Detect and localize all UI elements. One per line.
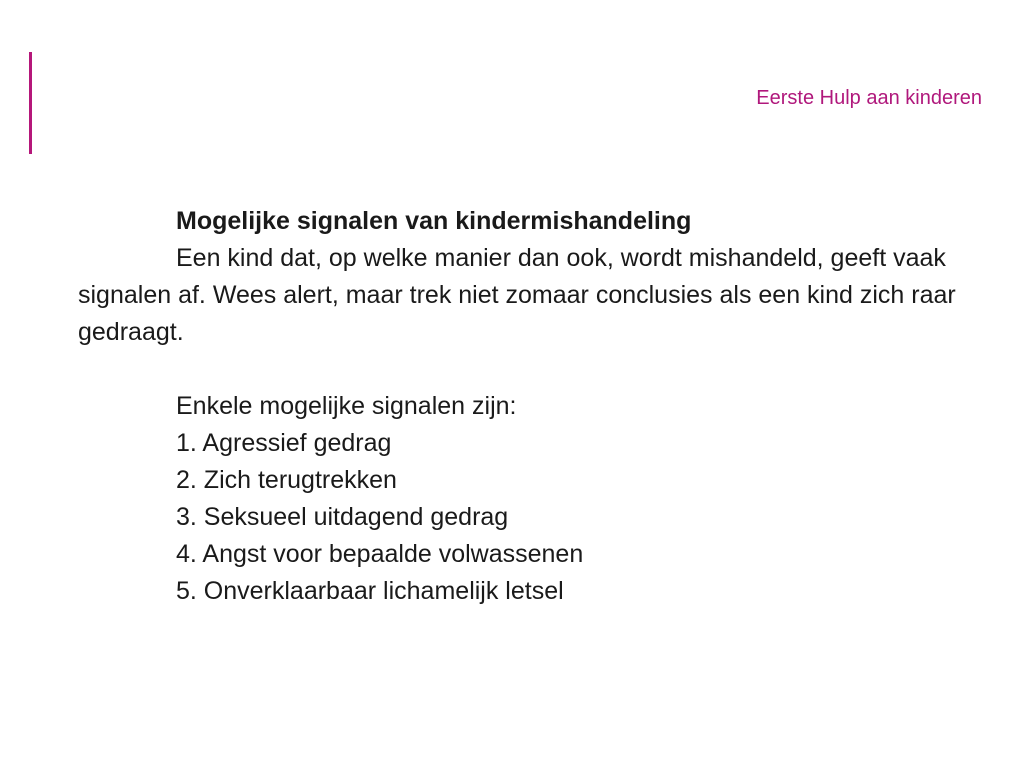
paragraph-gap xyxy=(78,351,958,388)
signal-item: 5. Onverklaarbaar lichamelijk letsel xyxy=(176,577,564,605)
slide-heading: Mogelijke signalen van kindermishandeling xyxy=(176,207,692,235)
signal-item: 1. Agressief gedrag xyxy=(176,429,392,457)
slide-content xyxy=(78,203,958,610)
signal-item: 4. Angst voor bepaalde volwassenen xyxy=(176,540,584,568)
header-title: Eerste Hulp aan kinderen xyxy=(756,87,982,109)
accent-bar xyxy=(29,52,32,154)
signal-item: 3. Seksueel uitdagend gedrag xyxy=(176,503,509,531)
signals-intro: Enkele mogelijke signalen zijn: xyxy=(176,392,517,420)
signal-item: 2. Zich terugtrekken xyxy=(176,466,397,494)
intro-paragraph: Een kind dat, op welke manier dan ook, wordt mishandeld, geeft vaak signalen af. Wees alert, maar trek niet zomaar conclusies als een kind zich raar gedraagt. xyxy=(78,244,956,346)
signals-list xyxy=(176,425,958,610)
signals-block xyxy=(78,388,958,610)
